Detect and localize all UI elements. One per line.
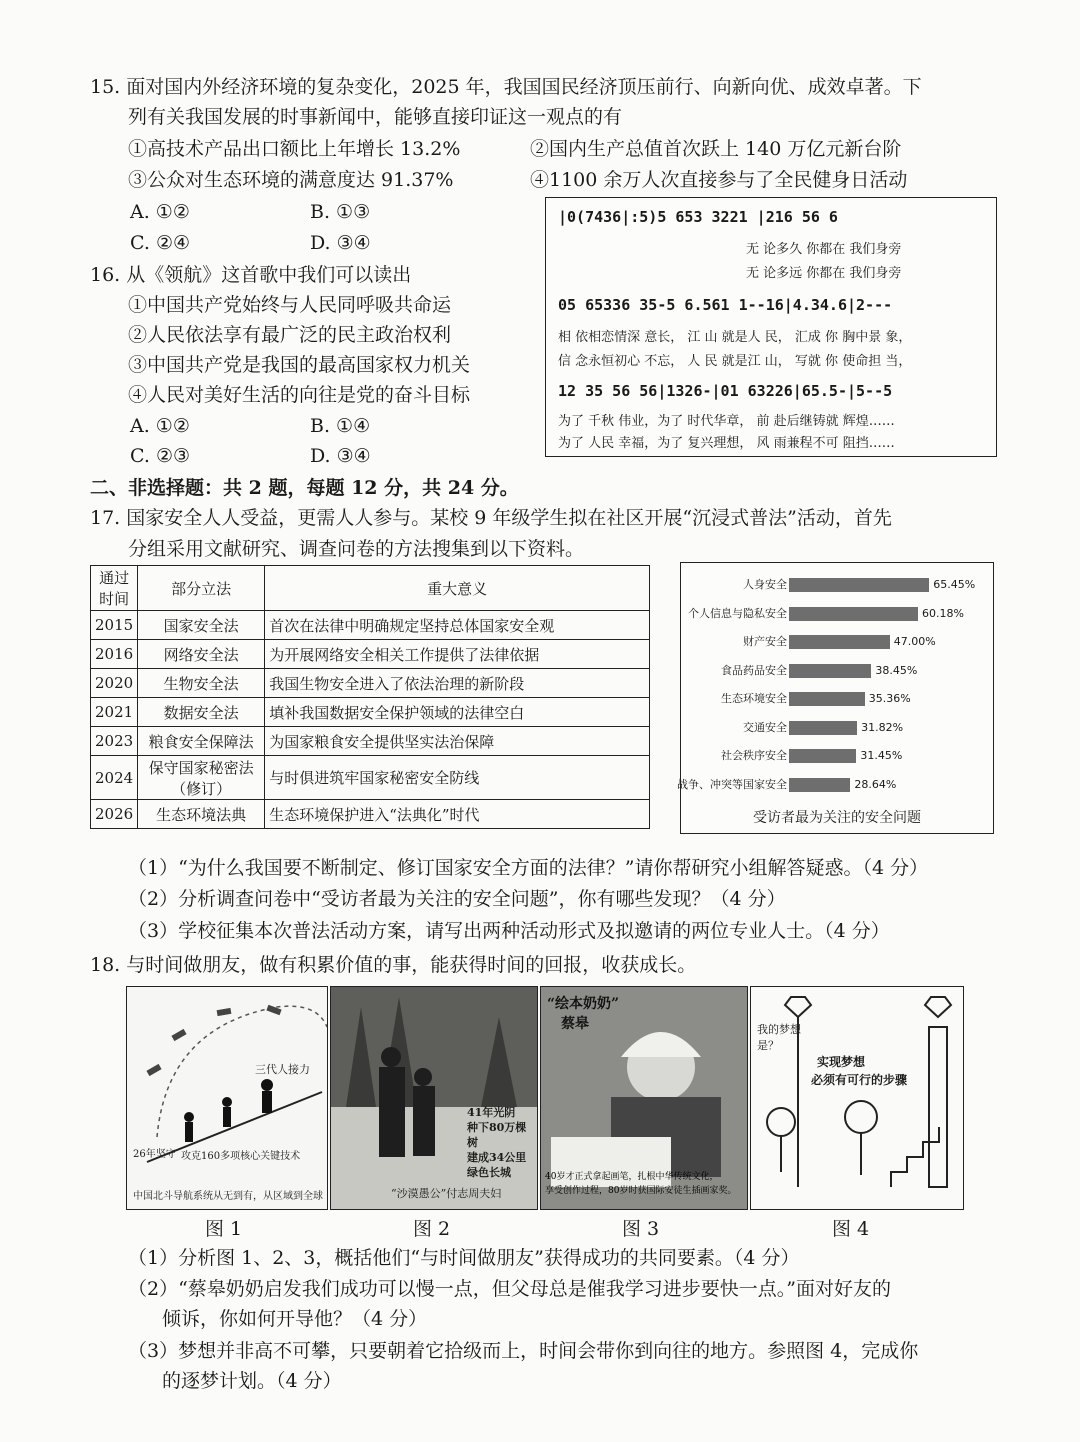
figure-3-name: 蔡皋 [561, 1016, 589, 1032]
q18-part-1: （1）分析图 1、2、3，概括他们“与时间做朋友”获得成功的共同要素。（4 分） [128, 1247, 800, 1269]
bar-value-label: 60.18% [921, 606, 964, 620]
figure-2-text-block [467, 1105, 537, 1180]
figure-1-label-years: 26年坚守 [133, 1149, 176, 1160]
q15-statement-1: ①高技术产品出口额比上年增长 13.2% [128, 138, 461, 160]
bar-value-label: 35.36% [868, 692, 911, 705]
figure-4-label: 图 4 [832, 1218, 870, 1240]
table-cell-year: 2024 [91, 756, 138, 800]
song-lyrics-row3b: 为了 人民 幸福，为了 复兴理想， 风 雨兼程不可 阻挡…… [558, 436, 895, 451]
bar-category-label: 食品药品安全 [721, 663, 787, 677]
q16-statement-3: ③中国共产党是我国的最高国家权力机关 [128, 354, 471, 376]
bar-row [681, 746, 993, 766]
table-header-cell: 重大意义 [265, 566, 650, 611]
bar-row [681, 575, 993, 595]
q16-statement-4: ④人民对美好生活的向往是党的奋斗目标 [128, 384, 471, 406]
bar-category-label: 生态环境安全 [721, 692, 787, 705]
figure-1-label: 图 1 [205, 1218, 243, 1240]
bar-row [681, 718, 993, 738]
table-cell-law: 生态环境法典 [138, 800, 265, 829]
table-cell-significance: 为国家粮食安全提供坚实法治保障 [265, 727, 650, 756]
table-row [91, 756, 650, 800]
q18-part-3-line2: 的逐梦计划。（4 分） [162, 1370, 342, 1392]
bar-category-label: 财产安全 [743, 635, 787, 648]
table-header-cell: 部分立法 [138, 566, 265, 611]
table-cell-significance: 为开展网络安全相关工作提供了法律依据 [265, 640, 650, 669]
table-cell-year: 2020 [91, 669, 138, 698]
figure-4-caption-line1: 实现梦想 [817, 1055, 866, 1069]
table-cell-year: 2015 [91, 611, 138, 640]
table-cell-law: 生物安全法 [138, 669, 265, 698]
figure-1-beidou [126, 986, 328, 1210]
table-cell-law: 粮食安全保障法 [138, 727, 265, 756]
table-cell-significance: 与时俱进筑牢国家秘密安全防线 [265, 756, 650, 800]
section-heading: 二、非选择题：共 2 题，每题 12 分，共 24 分。 [90, 477, 519, 499]
bar-category-label: 交通安全 [743, 720, 787, 734]
bar-value-label: 28.64% [854, 777, 897, 791]
q18-part-2-line2: 倾诉，你如何开导他？（4 分） [162, 1308, 428, 1330]
bar-row [677, 775, 993, 795]
song-notes-row3: 12 35 56 56|1326-|01 63226|65.5-|5--5 [558, 382, 893, 400]
table-row [91, 698, 650, 727]
q17-stem-line2: 分组采用文献研究、调查问卷的方法搜集到以下资料。 [128, 538, 585, 560]
table-cell-law: 保守国家秘密法（修订） [138, 756, 265, 800]
bar-value-label: 38.45% [875, 663, 918, 677]
table-cell-significance: 我国生物安全进入了依法治理的新阶段 [265, 669, 650, 698]
figure-3-caption-line2: 享受创作过程，80岁时获国际安徒生插画家奖。 [545, 1186, 737, 1196]
song-notes-row2: 05 65336 35-5 6.561 1--16|4.34.6|2--- [558, 296, 893, 314]
figure-2-text-1: 41年光阴 [467, 1106, 516, 1119]
song-lyrics-row3a: 为了 千秋 伟业，为了 时代华章， 前 赴后继铸就 辉煌…… [558, 414, 895, 429]
song-score-box [545, 197, 997, 457]
figure-4-question-line2: 是？ [757, 1039, 779, 1052]
figure-1-caption-text: 中国北斗导航系统从无到有，从区域到全球 [133, 1191, 323, 1202]
bar-value-label: 31.45% [860, 749, 903, 762]
q15-option-b[interactable]: B. ①③ [310, 201, 371, 223]
q15-stem-line2: 列有关我国发展的时事新闻中，能够直接印证这一观点的有 [128, 106, 623, 128]
figure-3-title: “绘本奶奶” [547, 996, 620, 1012]
table-cell-significance: 首次在法律中明确规定坚持总体国家安全观 [265, 611, 650, 640]
bar-value-label: 31.82% [861, 720, 904, 734]
q15-option-a[interactable]: A. ①② [130, 201, 190, 223]
figure-4-caption-line2: 必须有可行的步骤 [811, 1073, 908, 1087]
bar-row [681, 661, 993, 681]
bar [789, 778, 850, 792]
table-row [91, 727, 650, 756]
q15-option-c[interactable]: C. ②④ [130, 232, 191, 254]
bar-category-label: 人身安全 [743, 578, 787, 591]
figure-4-dream-steps [750, 986, 964, 1210]
figure-2-desert-couple [330, 986, 538, 1210]
figure-1-label-relay: 三代人接力 [255, 1063, 310, 1076]
table-row [91, 611, 650, 640]
bar-category-label: 社会秩序安全 [721, 749, 787, 762]
figure-1-label-tech: 攻克160多项核心关键技术 [181, 1151, 301, 1162]
bar [789, 607, 918, 621]
song-lyrics-row1a: 无 论多久 你都在 我们身旁 [746, 242, 902, 257]
table-cell-year: 2016 [91, 640, 138, 669]
figure-3-caption-line1: 40岁才正式拿起画笔，扎根中华传统文化， [545, 1172, 719, 1182]
table-cell-law: 网络安全法 [138, 640, 265, 669]
figure-2-label: 图 2 [413, 1218, 451, 1240]
song-notes-row1: |0(7436|:5)5 653 3221 |216 56 6 [558, 208, 838, 226]
q18-part-2-line1: （2）“蔡皋奶奶启发我们成功可以慢一点，但父母总是催我学习进步要快一点。”面对好友的 [128, 1278, 892, 1300]
bar-row [681, 689, 993, 709]
q16-option-c[interactable]: C. ②③ [130, 445, 191, 467]
figure-1-illustration [127, 987, 327, 1209]
q16-option-b[interactable]: B. ①④ [310, 415, 371, 437]
q16-stem: 16. 从《领航》这首歌中我们可以读出 [90, 264, 412, 286]
q16-option-d[interactable]: D. ③④ [310, 445, 371, 467]
table-row [91, 800, 650, 829]
q16-statement-2: ②人民依法享有最广泛的民主政治权利 [128, 324, 452, 346]
q16-statement-1: ①中国共产党始终与人民同呼吸共命运 [128, 294, 452, 316]
figure-2-caption-text: “沙漠愚公”付志周夫妇 [391, 1187, 502, 1200]
q16-option-a[interactable]: A. ①② [130, 415, 190, 437]
q17-part-3: （3）学校征集本次普法活动方案，请写出两种活动形式及拟邀请的两位专业人士。（4 分） [128, 920, 890, 942]
table-row [91, 640, 650, 669]
bar-value-label: 47.00% [893, 635, 936, 648]
figure-2-text-4: 绿色长城 [467, 1166, 511, 1179]
table-cell-year: 2021 [91, 698, 138, 727]
table-cell-year: 2026 [91, 800, 138, 829]
song-lyrics-row2b: 信 念永恒初心 不忘， 人 民 就是江 山， 写就 你 使命担 当， [558, 354, 912, 369]
table-cell-law: 数据安全法 [138, 698, 265, 727]
q17-part-2: （2）分析调查问卷中“受访者最为关注的安全问题”，你有哪些发现？（4 分） [128, 888, 786, 910]
chart-title: 受访者最为关注的安全问题 [753, 810, 921, 826]
song-lyrics-row1b: 无 论多远 你都在 我们身旁 [746, 266, 902, 281]
q15-stem-line1: 15. 面对国内外经济环境的复杂变化，2025 年，我国国民经济顶压前行、向新向优、成效卓著。下 [90, 76, 922, 98]
figure-4-question-line1: 我的梦想 [757, 1023, 801, 1036]
table-cell-significance: 填补我国数据安全保护领域的法律空白 [265, 698, 650, 727]
song-lyrics-row2a: 相 依相恋情深 意长， 江 山 就是人 民， 汇成 你 胸中景 象， [558, 330, 912, 345]
q15-statement-3: ③公众对生态环境的满意度达 91.37% [128, 169, 454, 191]
table-cell-significance: 生态环境保护进入“法典化”时代 [265, 800, 650, 829]
q17-stem-line1: 17. 国家安全人人受益，更需人人参与。某校 9 年级学生拟在社区开展“沉浸式普法”活动，首先 [90, 507, 892, 529]
q18-stem: 18. 与时间做朋友，做有积累价值的事，能获得时间的回报，收获成长。 [90, 954, 697, 976]
q15-option-d[interactable]: D. ③④ [310, 232, 371, 254]
bar-row [681, 632, 993, 652]
bar [789, 635, 890, 649]
q15-statement-4: ④1100 余万人次直接参与了全民健身日活动 [530, 169, 908, 191]
bar [789, 578, 929, 592]
q15-statement-2: ②国内生产总值首次跃上 140 万亿元新台阶 [530, 138, 902, 160]
bar [789, 721, 857, 735]
figure-3-label: 图 3 [622, 1218, 660, 1240]
table-header-cell: 通过时间 [91, 566, 138, 611]
q17-part-1: （1）“为什么我国要不断制定、修订国家安全方面的法律？”请你帮研究小组解答疑惑。（4 分） [128, 857, 929, 879]
table-cell-law: 国家安全法 [138, 611, 265, 640]
table-cell-year: 2023 [91, 727, 138, 756]
bar-category-label: 战争、冲突等国家安全 [677, 777, 787, 791]
figure-2-text-3: 建成34公里 [467, 1151, 527, 1164]
legislation-table [90, 565, 650, 829]
figure-3-picture-book-grandma [540, 986, 748, 1210]
bar [789, 749, 856, 763]
figure-2-text-2: 种下80万棵树 [467, 1121, 527, 1149]
bar-value-label: 65.45% [933, 578, 976, 591]
table-header-row [91, 566, 650, 611]
q18-part-3-line1: （3）梦想并非高不可攀，只要朝着它拾级而上，时间会带你到向往的地方。参照图 4，完成你 [128, 1340, 919, 1362]
bar [789, 692, 865, 706]
bar [789, 664, 871, 678]
bar-category-label: 个人信息与隐私安全 [688, 606, 787, 620]
table-row [91, 669, 650, 698]
security-concern-bar-chart [677, 562, 994, 834]
bar-row [681, 604, 993, 624]
